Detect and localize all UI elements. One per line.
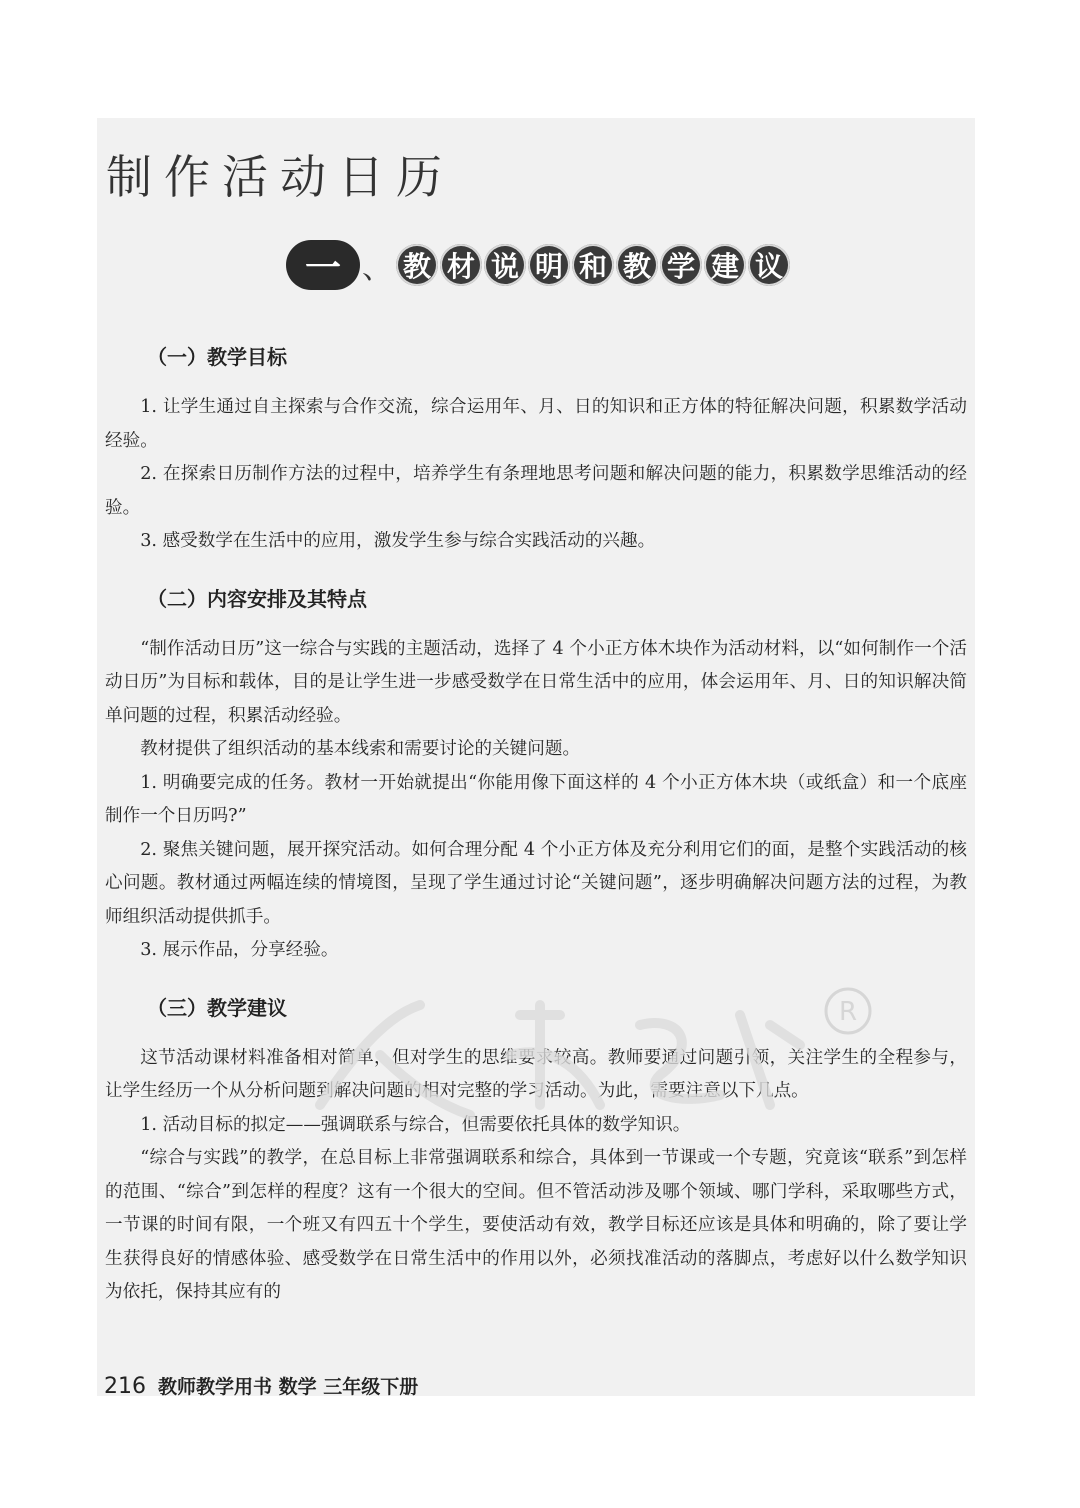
banner-char: 明 (528, 244, 570, 286)
section-heading-content: （二）内容安排及其特点 (147, 586, 367, 611)
banner-char: 建 (704, 244, 746, 286)
svg-text:R: R (838, 997, 858, 1027)
paragraph: 2. 在探索日历制作方法的过程中，培养学生有条理地思考问题和解决问题的能力，积累数学思维活动的经验。 (105, 464, 967, 518)
paragraph: 1. 活动目标的拟定——强调联系与综合，但需要依托具体的数学知识。 (140, 1114, 691, 1135)
banner-separator: 、 (362, 251, 392, 286)
banner-char: 教 (616, 244, 658, 286)
paragraph: 教材提供了组织活动的基本线索和需要讨论的关键问题。 (140, 739, 581, 759)
banner-char: 议 (748, 244, 790, 286)
banner-number: 一 (286, 240, 360, 290)
section-banner (286, 239, 792, 291)
banner-char: 材 (440, 244, 482, 286)
paragraph: 1. 让学生通过自主探索与合作交流，综合运用年、月、日的知识和正方体的特征解决问题，积累数学活动经验。 (105, 397, 967, 451)
banner-char: 说 (484, 244, 526, 286)
chapter-title: 制作活动日历 (106, 149, 454, 204)
page-content (105, 330, 967, 1310)
paragraph: 3. 感受数学在生活中的应用，激发学生参与综合实践活动的兴趣。 (140, 531, 656, 551)
paragraph: 2. 聚焦关键问题，展开探究活动。如何合理分配 4 个小正方体及充分利用它们的面，是整个实践活动的核心问题。教材通过两幅连续的情境图，呈现了学生通过讨论“关键问题”，逐步明确解决问题方法的过程，为教师组织活动提供抓手。 (105, 839, 967, 927)
paragraph: “综合与实践”的教学，在总目标上非常强调联系和综合，具体到一节课或一个专题，究竟该“联系”到怎样的范围、“综合”到怎样的程度？这有一个很大的空间。但不管活动涉及哪个领域、哪门学科，采取哪些方式，一节课的时间有限，一个班又有四五十个学生，要使活动有效，教学目标还应该是具体和明确的，除了要让学生获得良好的情感体验、感受数学在日常生活中的作用以外，必须找准活动的落脚点，考虑好以什么数学知识为依托，保持其应有的 (105, 1148, 967, 1302)
paragraph: 1. 明确要完成的任务。教材一开始就提出“你能用像下面这样的 4 个小正方体木块（或纸盒）和一个底座制作一个日历吗?” (105, 772, 967, 826)
banner-char: 和 (572, 244, 614, 286)
banner-char: 教 (396, 244, 438, 286)
registered-mark-icon (822, 985, 874, 1037)
book-title: 教师教学用书 数学 三年级下册 (158, 1376, 419, 1398)
paragraph: 这节活动课材料准备相对简单，但对学生的思维要求较高。教师要通过问题引领，关注学生的全程参与，让学生经历一个从分析问题到解决问题的相对完整的学习活动。为此，需要注意以下几点。 (105, 1047, 967, 1101)
banner-char: 学 (660, 244, 702, 286)
paragraph: 3. 展示作品，分享经验。 (140, 940, 339, 960)
paragraph: “制作活动日历”这一综合与实践的主题活动，选择了 4 个小正方体木块作为活动材料，以“如何制作一个活动日历”为目标和载体，目的是让学生进一步感受数学在日常生活中的应用，体会运用年、月、日的知识解决简单问题的过程，积累活动经验。 (105, 638, 967, 726)
page-number: 216 (104, 1374, 146, 1399)
section-heading-objectives: （一）教学目标 (147, 345, 287, 369)
section-heading-suggestions: （三）教学建议 (147, 995, 287, 1020)
page-footer (104, 1372, 418, 1399)
